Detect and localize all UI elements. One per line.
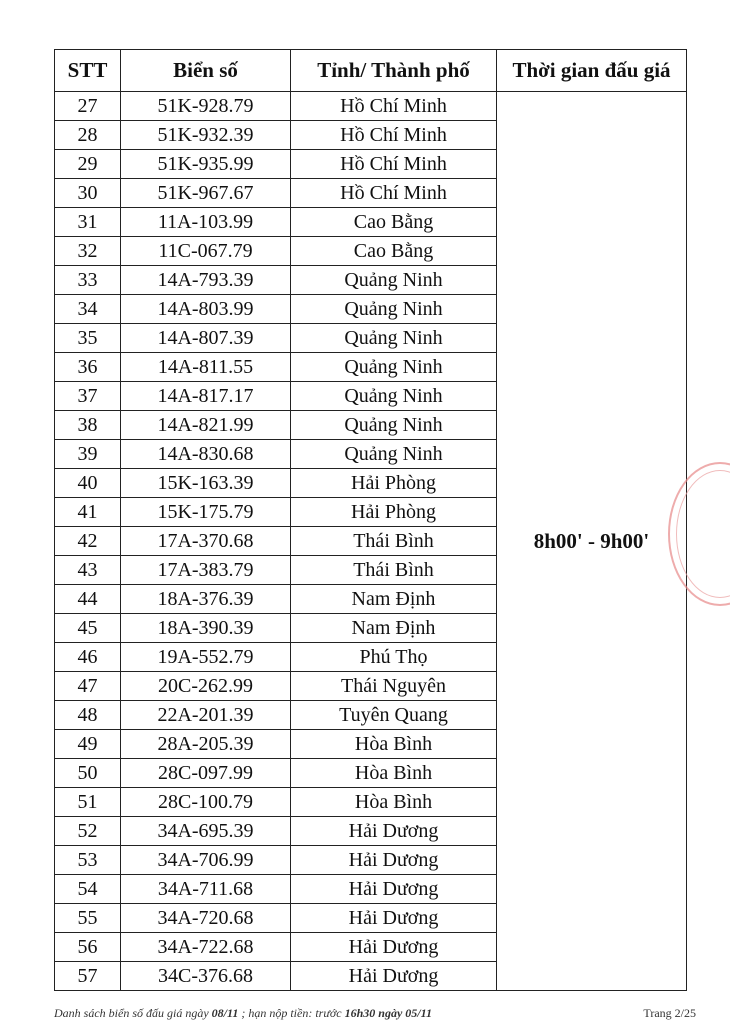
cell-province: Phú Thọ	[291, 643, 497, 672]
cell-province: Hồ Chí Minh	[291, 121, 497, 150]
cell-stt: 35	[55, 324, 121, 353]
cell-plate: 14A-811.55	[121, 353, 291, 382]
cell-plate: 14A-821.99	[121, 411, 291, 440]
cell-plate: 51K-928.79	[121, 92, 291, 121]
cell-plate: 14A-830.68	[121, 440, 291, 469]
cell-stt: 28	[55, 121, 121, 150]
cell-province: Quảng Ninh	[291, 411, 497, 440]
cell-stt: 38	[55, 411, 121, 440]
cell-stt: 50	[55, 759, 121, 788]
cell-province: Thái Bình	[291, 556, 497, 585]
cell-province: Quảng Ninh	[291, 324, 497, 353]
cell-plate: 15K-163.39	[121, 469, 291, 498]
cell-province: Thái Nguyên	[291, 672, 497, 701]
cell-stt: 41	[55, 498, 121, 527]
cell-stt: 31	[55, 208, 121, 237]
cell-stt: 49	[55, 730, 121, 759]
cell-plate: 17A-383.79	[121, 556, 291, 585]
cell-stt: 55	[55, 904, 121, 933]
cell-province: Hồ Chí Minh	[291, 179, 497, 208]
cell-province: Quảng Ninh	[291, 382, 497, 411]
cell-plate: 14A-817.17	[121, 382, 291, 411]
cell-plate: 11A-103.99	[121, 208, 291, 237]
table-header-row	[55, 50, 687, 92]
cell-province: Hồ Chí Minh	[291, 150, 497, 179]
cell-province: Hải Dương	[291, 962, 497, 991]
cell-stt: 37	[55, 382, 121, 411]
cell-stt: 36	[55, 353, 121, 382]
cell-stt: 29	[55, 150, 121, 179]
page-number: Trang 2/25	[643, 1006, 696, 1020]
cell-province: Tuyên Quang	[291, 701, 497, 730]
cell-province: Hòa Bình	[291, 788, 497, 817]
footer-deadline: 16h30 ngày 05/11	[344, 1006, 432, 1020]
cell-stt: 53	[55, 846, 121, 875]
cell-stt: 56	[55, 933, 121, 962]
cell-stt: 46	[55, 643, 121, 672]
cell-plate: 28A-205.39	[121, 730, 291, 759]
footer-text-prefix: Danh sách biển số đấu giá ngày	[54, 1006, 212, 1020]
cell-stt: 44	[55, 585, 121, 614]
cell-plate: 51K-932.39	[121, 121, 291, 150]
plate-auction-table	[54, 49, 687, 991]
cell-plate: 51K-967.67	[121, 179, 291, 208]
header-province: Tỉnh/ Thành phố	[291, 50, 497, 92]
cell-stt: 54	[55, 875, 121, 904]
page-footer	[54, 1006, 696, 1021]
cell-plate: 14A-803.99	[121, 295, 291, 324]
cell-stt: 45	[55, 614, 121, 643]
cell-plate: 11C-067.79	[121, 237, 291, 266]
cell-province: Nam Định	[291, 614, 497, 643]
cell-stt: 48	[55, 701, 121, 730]
cell-plate: 14A-807.39	[121, 324, 291, 353]
cell-province: Hải Dương	[291, 875, 497, 904]
cell-plate: 20C-262.99	[121, 672, 291, 701]
cell-plate: 34C-376.68	[121, 962, 291, 991]
cell-province: Hải Dương	[291, 846, 497, 875]
cell-stt: 42	[55, 527, 121, 556]
cell-province: Quảng Ninh	[291, 266, 497, 295]
cell-stt: 57	[55, 962, 121, 991]
cell-plate: 34A-720.68	[121, 904, 291, 933]
cell-stt: 51	[55, 788, 121, 817]
cell-province: Hải Dương	[291, 933, 497, 962]
cell-plate: 34A-711.68	[121, 875, 291, 904]
header-auction-time: Thời gian đấu giá	[497, 50, 687, 92]
cell-stt: 33	[55, 266, 121, 295]
cell-stt: 34	[55, 295, 121, 324]
cell-province: Quảng Ninh	[291, 295, 497, 324]
footer-date: 08/11	[211, 1006, 239, 1020]
cell-plate: 14A-793.39	[121, 266, 291, 295]
cell-stt: 47	[55, 672, 121, 701]
cell-province: Thái Bình	[291, 527, 497, 556]
cell-stt: 27	[55, 92, 121, 121]
cell-province: Nam Định	[291, 585, 497, 614]
header-stt: STT	[55, 50, 121, 92]
cell-stt: 43	[55, 556, 121, 585]
cell-plate: 17A-370.68	[121, 527, 291, 556]
cell-province: Quảng Ninh	[291, 353, 497, 382]
cell-province: Hòa Bình	[291, 759, 497, 788]
cell-stt: 30	[55, 179, 121, 208]
cell-province: Hải Phòng	[291, 498, 497, 527]
table-body	[55, 92, 687, 991]
cell-plate: 22A-201.39	[121, 701, 291, 730]
cell-auction-time: 8h00' - 9h00'	[497, 92, 687, 991]
cell-plate: 19A-552.79	[121, 643, 291, 672]
cell-province: Quảng Ninh	[291, 440, 497, 469]
cell-plate: 28C-100.79	[121, 788, 291, 817]
table-row	[55, 92, 687, 121]
cell-plate: 34A-706.99	[121, 846, 291, 875]
cell-province: Cao Bằng	[291, 208, 497, 237]
cell-province: Cao Bằng	[291, 237, 497, 266]
cell-plate: 34A-722.68	[121, 933, 291, 962]
header-plate: Biển số	[121, 50, 291, 92]
cell-province: Hồ Chí Minh	[291, 92, 497, 121]
cell-plate: 18A-376.39	[121, 585, 291, 614]
cell-stt: 32	[55, 237, 121, 266]
cell-province: Hòa Bình	[291, 730, 497, 759]
cell-province: Hải Dương	[291, 817, 497, 846]
footer-text-mid: ; hạn nộp tiền: trước	[238, 1006, 345, 1020]
cell-province: Hải Phòng	[291, 469, 497, 498]
cell-plate: 34A-695.39	[121, 817, 291, 846]
cell-stt: 39	[55, 440, 121, 469]
cell-plate: 15K-175.79	[121, 498, 291, 527]
cell-plate: 51K-935.99	[121, 150, 291, 179]
cell-plate: 18A-390.39	[121, 614, 291, 643]
cell-stt: 40	[55, 469, 121, 498]
cell-plate: 28C-097.99	[121, 759, 291, 788]
cell-province: Hải Dương	[291, 904, 497, 933]
cell-stt: 52	[55, 817, 121, 846]
